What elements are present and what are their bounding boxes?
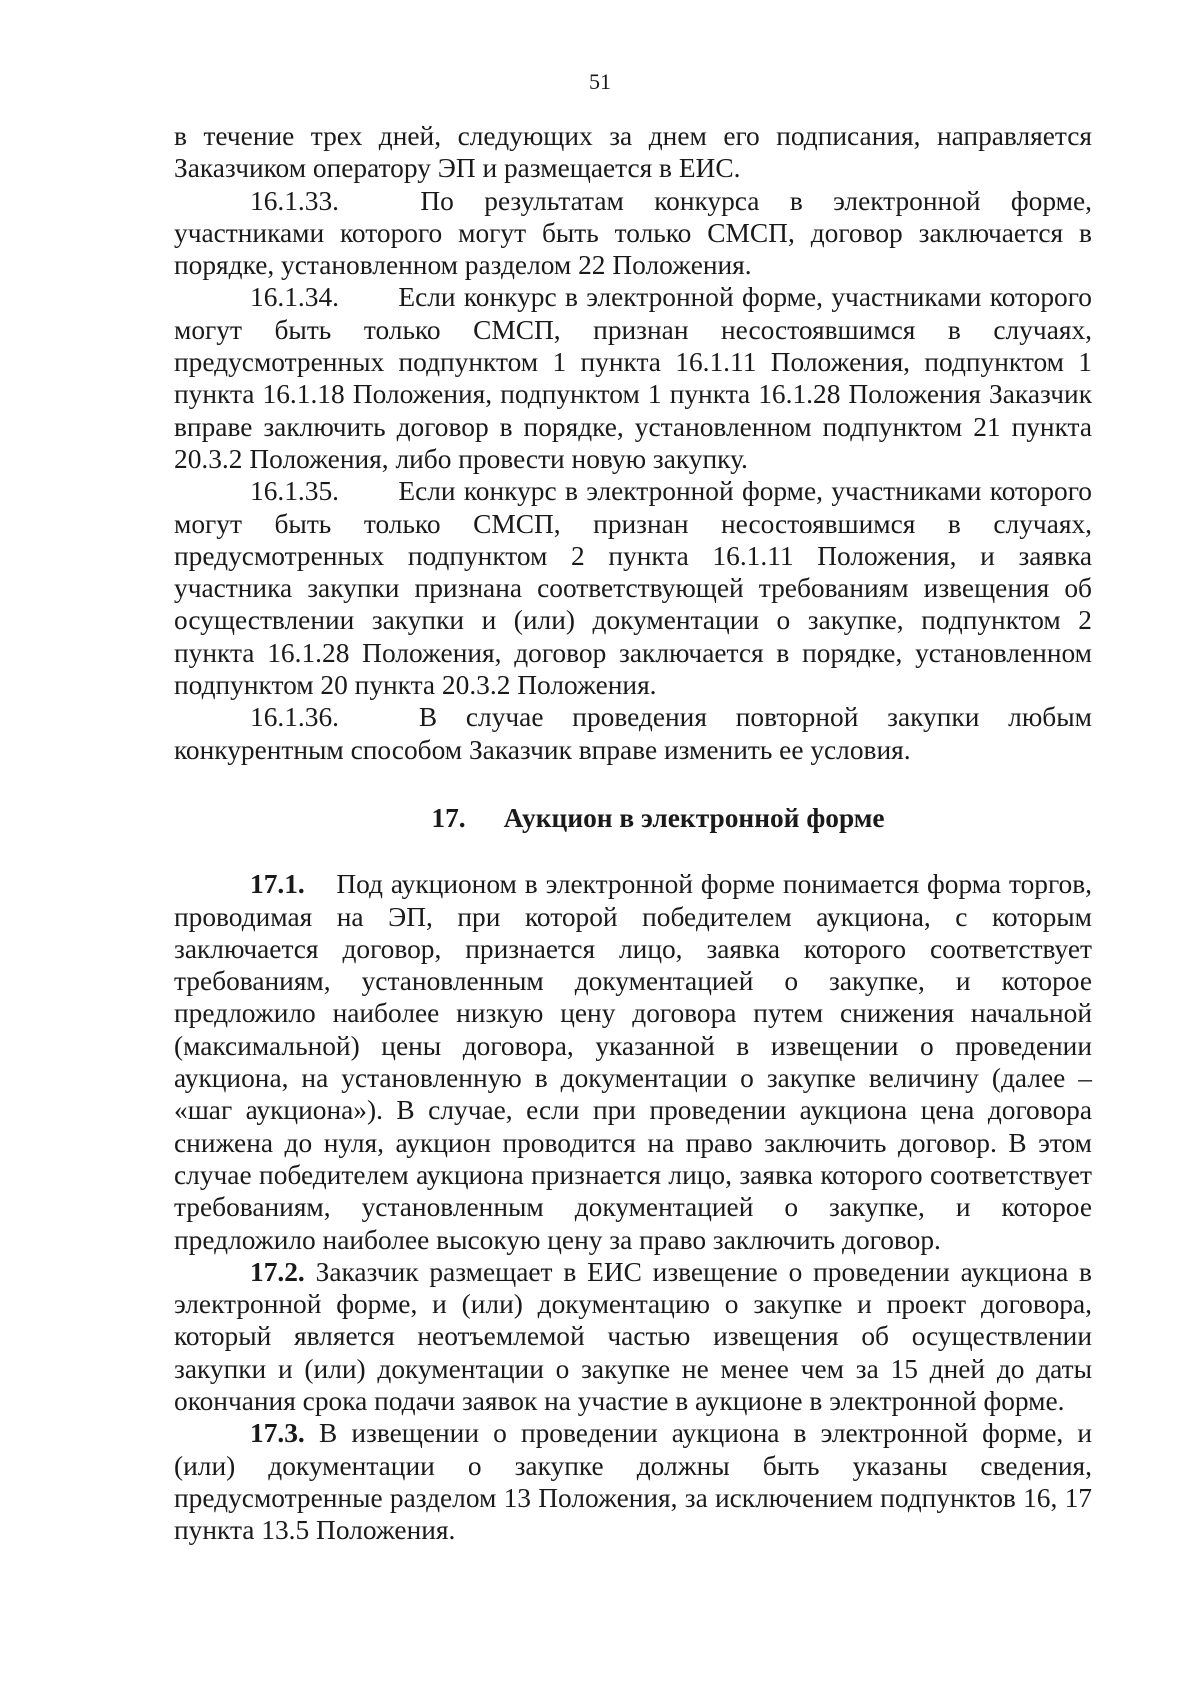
clause-text: В извещении о проведении аукциона в электронной форме, и (или) документации о закупке должны быть указаны сведения, предусмотренные разделом 13 Положения, за исключением подпунктов 16, 17 пункта 13.5 Положения. <box>174 1418 1092 1546</box>
clause-number: 16.1.35. <box>250 476 340 507</box>
clause-text: По результатам конкурса в электронной форме, участниками которого могут быть только СМСП, договор заключается в порядке, установленном разделом 22 Положения. <box>174 185 1092 281</box>
clause-17-1 <box>174 868 1092 1256</box>
clause-17-2 <box>174 1256 1092 1417</box>
clause-number: 17.1. <box>250 869 305 900</box>
section-title: Аукцион в электронной форме <box>503 802 885 833</box>
clause-text: Если конкурс в электронной форме, участниками которого могут быть только СМСП, признан несостоявшимся в случаях, предусмотренных подпунктом 1 пункта 16.1.11 Положения, подпунктом 1 пункта 16.1.18 Положения, подпунктом 1 пункта 16.1.28 Положения Заказчик вправе заключить договор в порядке, установленном подпунктом 21 пункта 20.3.2 Положения, либо провести новую закупку. <box>174 282 1092 474</box>
clause-number: 17.3. <box>250 1418 305 1449</box>
clause-number: 16.1.33. <box>250 185 340 216</box>
clause-number: 17.2. <box>250 1256 305 1287</box>
paragraph-text: в течение трех дней, следующих за днем его подписания, направляется Заказчиком оператору ЭП и размещается в ЕИС. <box>174 121 1092 184</box>
clause-text: Под аукционом в электронной форме понимается форма торгов, проводимая на ЭП, при которой победителем аукциона, с которым заключается договор, признается лицо, заявка которого соответствует требованиям, установленным документацией о закупке, и которое предложило наиболее низкую цену договора путем снижения начальной (максимальной) цены договора, указанной в извещении о проведении аукциона, на установленную в документации о закупке величину (далее – «шаг аукциона»). В случае, если при проведении аукциона цена договора снижена до нуля, аукцион проводится на право заключить договор. В этом случае победителем аукциона признается лицо, заявка которого соответствует требованиям, установленным документацией о закупке, и которое предложило наиболее высокую цену за право заключить договор. <box>174 869 1093 1255</box>
section-number: 17. <box>431 802 466 833</box>
document-body <box>174 120 1092 1546</box>
clause-16-1-35 <box>174 475 1092 701</box>
clause-text: В случае проведения повторной закупки любым конкурентным способом Заказчик вправе изменить ее условия. <box>174 702 1092 765</box>
clause-number: 16.1.34. <box>250 282 340 313</box>
page-number: 51 <box>589 69 611 94</box>
clause-16-1-33 <box>174 185 1092 282</box>
section-heading <box>174 802 1092 834</box>
paragraph-continuation <box>174 120 1092 185</box>
clause-17-3 <box>174 1417 1092 1546</box>
clause-16-1-36 <box>174 701 1092 766</box>
clause-number: 16.1.36. <box>250 702 340 733</box>
clause-text: Заказчик размещает в ЕИС извещение о проведении аукциона в электронной форме, и (или) документацию о закупке и проект договора, который является неотъемлемой частью извещения об осуществлении закупки и (или) документации о закупке не менее чем за 15 дней до даты окончания срока подачи заявок на участие в аукционе в электронной форме. <box>174 1256 1092 1416</box>
clause-16-1-34 <box>174 281 1092 475</box>
clause-text: Если конкурс в электронной форме, участниками которого могут быть только СМСП, признан несостоявшимся в случаях, предусмотренных подпунктом 2 пункта 16.1.11 Положения, и заявка участника закупки признана соответствующей требованиям извещения об осуществлении закупки и (или) документации о закупке, подпунктом 2 пункта 16.1.28 Положения, договор заключается в порядке, установленном подпунктом 20 пункта 20.3.2 Положения. <box>174 476 1092 701</box>
